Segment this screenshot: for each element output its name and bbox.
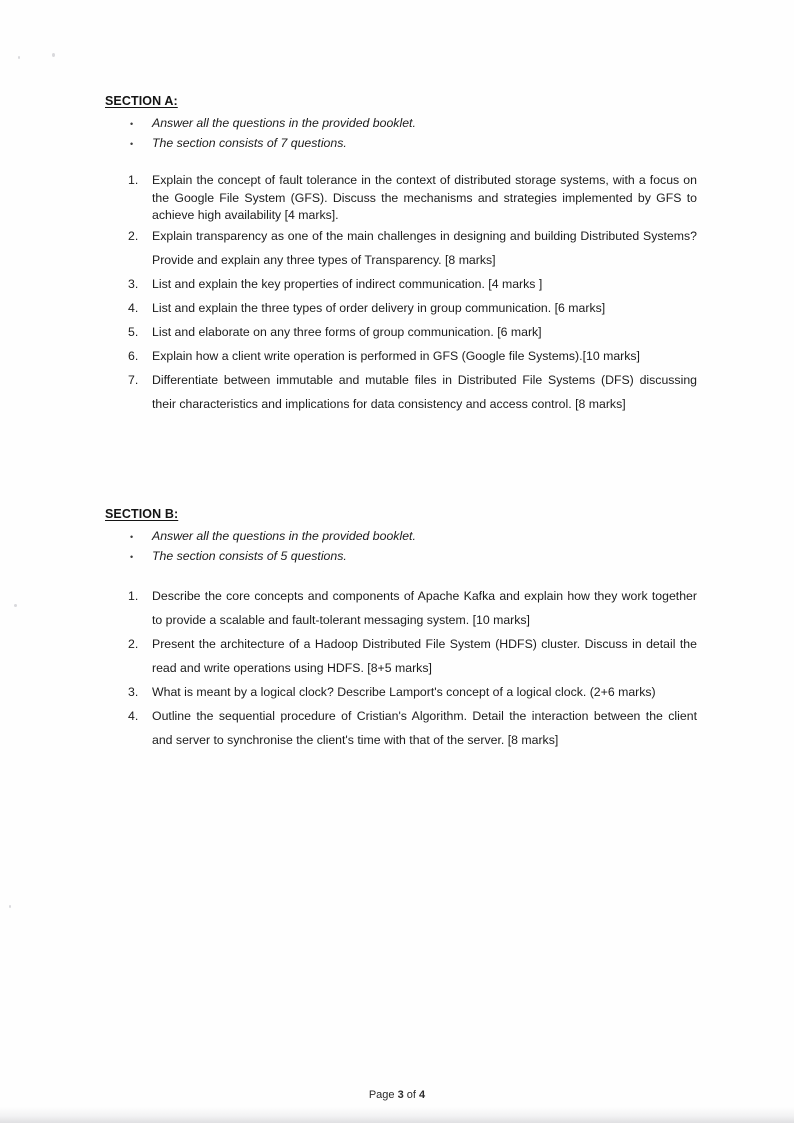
question-item — [105, 273, 697, 297]
exam-content — [105, 94, 697, 753]
question-number: 1. — [128, 172, 139, 187]
question-text: Explain transparency as one of the main challenges in designing and building Distributed Systems? Provide and explain any three types of Transparency. [8 marks] — [152, 229, 697, 268]
section-spacer — [105, 417, 697, 507]
question-text: Present the architecture of a Hadoop Distributed File System (HDFS) cluster. Discuss in detail the read and write operations using HDFS. [8+5 marks] — [152, 636, 697, 675]
question-number: 4. — [128, 708, 139, 723]
question-number: 3. — [128, 277, 139, 292]
question-number: 2. — [128, 229, 139, 244]
question-number: 6. — [128, 349, 139, 364]
scan-shadow-band — [0, 1107, 794, 1123]
footer-page-number: 3 — [397, 1089, 404, 1101]
bullet-icon: • — [130, 138, 134, 149]
footer-of-word: of — [406, 1089, 416, 1101]
instruction-item — [105, 527, 697, 547]
instruction-item — [105, 547, 697, 567]
scan-speck — [52, 53, 55, 57]
exam-section — [105, 507, 697, 753]
question-item — [105, 172, 697, 225]
question-text: Differentiate between immutable and mutable files in Distributed File Systems (DFS) discussing their characteristics and implications for data consistency and access control. [8 marks] — [152, 373, 697, 412]
question-item — [105, 345, 697, 369]
instruction-text: The section consists of 7 questions. — [152, 135, 347, 150]
question-text: Explain the concept of fault tolerance in the context of distributed storage systems, with a focus on the Google File System (GFS). Discuss the mechanisms and strategies implemented by GFS to achieve high availability [4 marks]. — [152, 172, 697, 223]
section-title: SECTION B: — [105, 507, 179, 522]
question-item — [105, 633, 697, 681]
scan-speck — [18, 56, 20, 59]
section-instructions — [105, 114, 697, 154]
section-title: SECTION A: — [105, 94, 178, 108]
question-text: Describe the core concepts and components of Apache Kafka and explain how they work together to provide a scalable and fault-tolerant messaging system. [10 marks] — [152, 588, 697, 627]
footer-page-word: Page — [368, 1089, 395, 1101]
page-footer — [0, 1089, 794, 1101]
instruction-text: The section consists of 5 questions. — [152, 548, 347, 563]
question-item — [105, 585, 697, 633]
question-text: Explain how a client write operation is performed in GFS (Google file Systems).[10 marks] — [152, 349, 640, 364]
question-item — [105, 321, 697, 345]
exam-section — [105, 94, 697, 417]
section-instructions — [105, 527, 697, 567]
instruction-text: Answer all the questions in the provided booklet. — [152, 529, 416, 544]
question-list — [105, 172, 697, 417]
question-item — [105, 297, 697, 321]
question-text: List and explain the key properties of indirect communication. [4 marks ] — [152, 277, 543, 292]
question-number: 5. — [128, 325, 139, 340]
question-text: What is meant by a logical clock? Describe Lamport's concept of a logical clock. (2+6 marks) — [152, 684, 656, 699]
instruction-item — [105, 114, 697, 134]
question-item — [105, 681, 697, 705]
instruction-text: Answer all the questions in the provided booklet. — [152, 116, 416, 130]
question-text: List and elaborate on any three forms of group communication. [6 mark] — [152, 325, 542, 340]
question-text: List and explain the three types of order delivery in group communication. [6 marks] — [152, 301, 606, 316]
question-list — [105, 585, 697, 753]
question-text: Outline the sequential procedure of Cristian's Algorithm. Detail the interaction between the client and server to synchronise the client's time with that of the server. [8 marks] — [152, 708, 697, 747]
question-number: 1. — [128, 588, 139, 603]
scan-speck — [14, 604, 17, 607]
question-number: 7. — [128, 373, 139, 388]
instruction-item — [105, 134, 697, 154]
question-item — [105, 369, 697, 417]
question-item — [105, 225, 697, 273]
scan-speck — [9, 905, 11, 908]
bullet-icon: • — [130, 119, 134, 129]
question-item — [105, 705, 697, 753]
question-number: 2. — [128, 636, 139, 651]
question-number: 4. — [128, 301, 139, 316]
bullet-icon: • — [130, 551, 134, 562]
question-number: 3. — [128, 684, 139, 699]
footer-page-total: 4 — [419, 1089, 426, 1101]
bullet-icon: • — [130, 532, 134, 543]
